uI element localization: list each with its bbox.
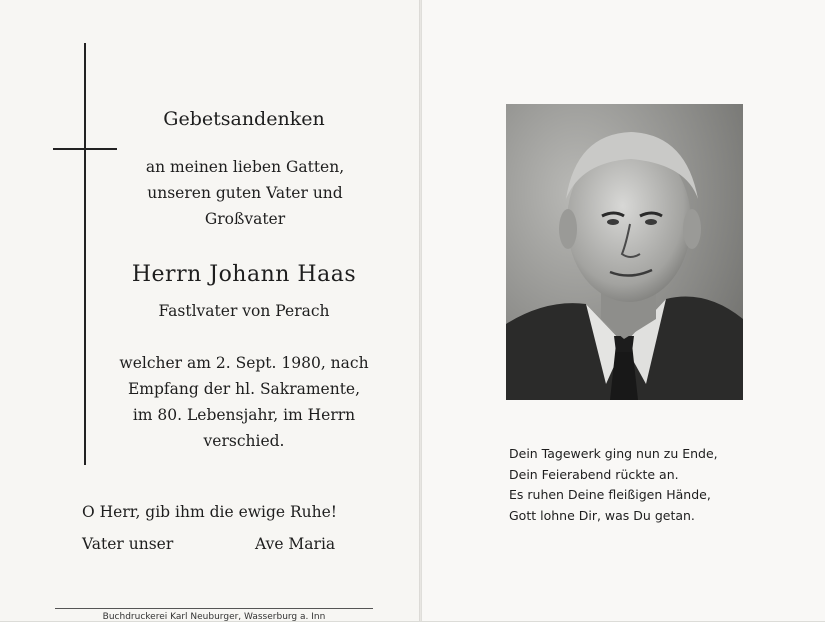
poem-line: Es ruhen Deine fleißigen Hände,	[509, 487, 711, 502]
poem-line: Dein Feierabend rückte an.	[509, 466, 679, 482]
card-fold	[419, 0, 422, 621]
prayer-ave-maria: Ave Maria	[255, 535, 336, 553]
cross-icon	[84, 43, 86, 465]
death-text-line: verschied.	[203, 432, 285, 450]
death-text-line: Empfang der hl. Sakramente,	[127, 380, 361, 398]
memorial-poem	[509, 444, 718, 526]
portrait-photo	[506, 104, 743, 400]
dedication-line: Großvater	[204, 210, 286, 228]
printer-credit: Buchdruckerei Karl Neuburger, Wasserburg a. Inn	[102, 612, 326, 622]
deceased-title: Fastlvater von Perach	[158, 302, 330, 320]
prayer-line: O Herr, gib ihm die ewige Ruhe!	[82, 503, 338, 521]
death-text-line: im 80. Lebensjahr, im Herrn	[132, 406, 356, 424]
dedication-line: an meinen lieben Gatten,	[145, 158, 345, 176]
card-title: Gebetsandenken	[163, 108, 325, 130]
prayer-vater-unser: Vater unser	[82, 535, 174, 553]
death-text-line: welcher am 2. Sept. 1980, nach	[119, 354, 369, 372]
cross-bar	[53, 148, 117, 150]
dedication-line: unseren guten Vater und	[147, 184, 343, 202]
deceased-name: Herrn Johann Haas	[131, 262, 357, 287]
footer-divider	[55, 608, 373, 609]
poem-line: Gott lohne Dir, was Du getan.	[509, 507, 695, 523]
poem-line: Dein Tagewerk ging nun zu Ende,	[509, 446, 718, 461]
